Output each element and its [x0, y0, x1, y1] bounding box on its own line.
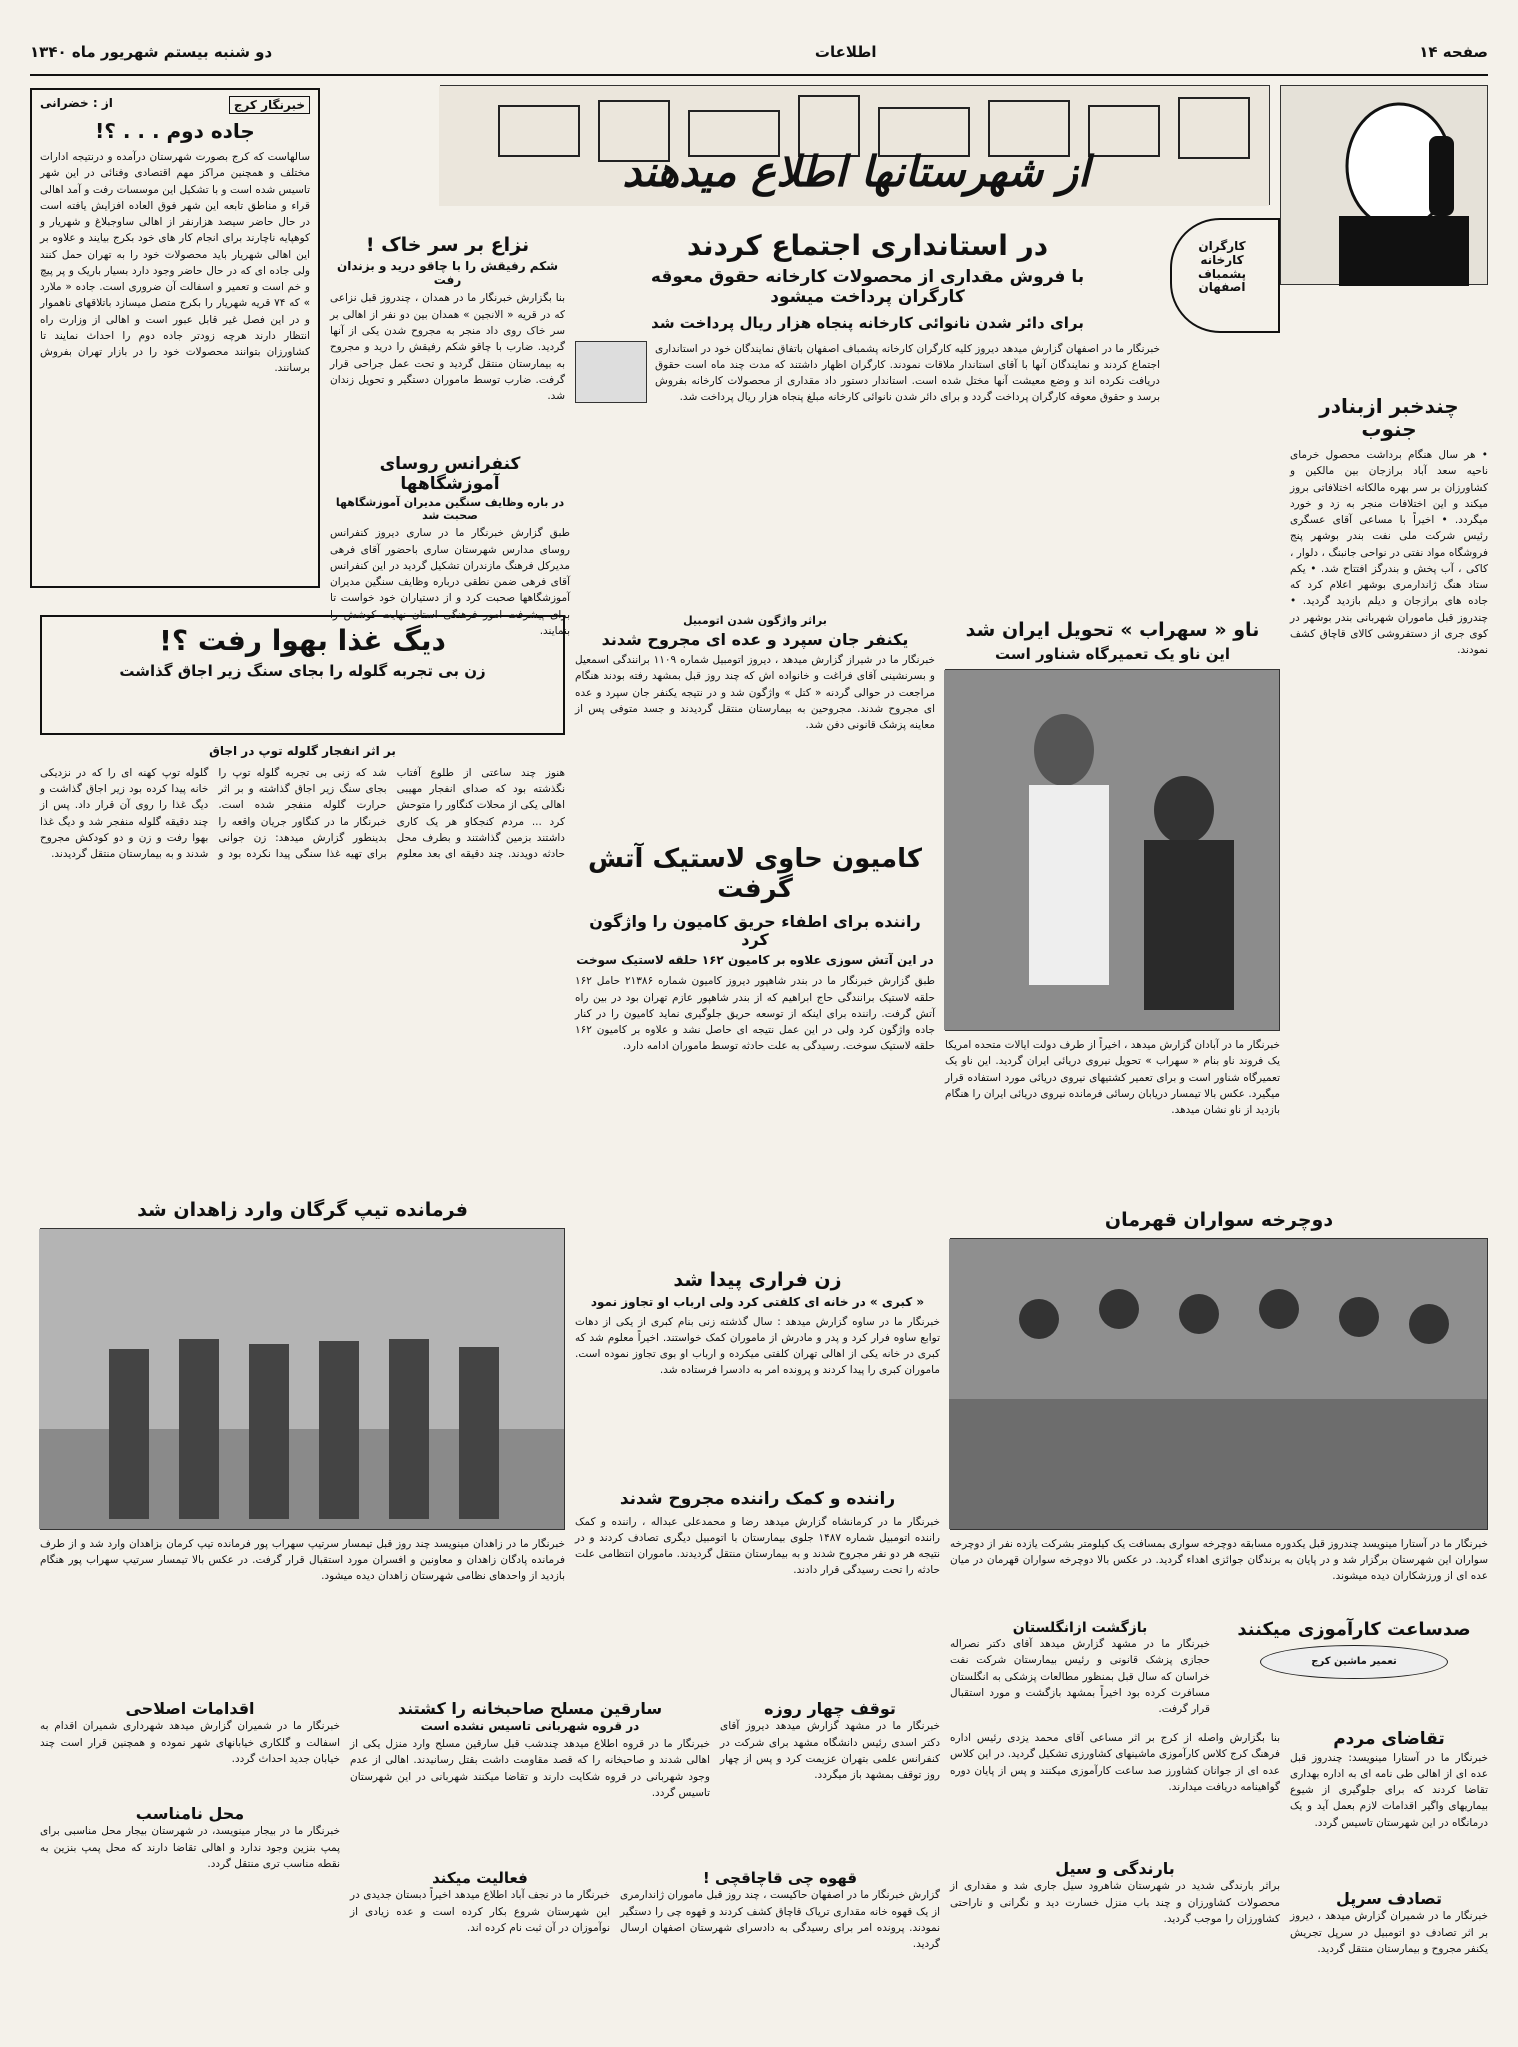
bazgasht-body: خبرنگار ما در مشهد گزارش میدهد آقای دکتر نصراله حجازی پزشک قانونی و رئیس بیمارستان شرکت نفت خراسان که سال قبل بمنظور مطالعات پزشکی به انگلستان مسافرت کرده بود اخیراً بمشهد بازگشت و مورد استقبال قرار گرفت. [950, 1638, 1210, 1716]
zan-headline: زن فراری پیدا شد [673, 1269, 842, 1291]
faaliyat-story [350, 1870, 610, 2000]
mahal-headline: محل نامناسب [135, 1804, 245, 1823]
ghahvechi-headline: قهوه چی قاچاقچی ! [702, 1869, 858, 1887]
khak-story [330, 235, 565, 450]
savar-headline: دوچرخه سواران قهرمان [1104, 1209, 1334, 1231]
ostandari-body: خبرنگار ما در اصفهان گزارش میدهد دیروز کلیه کارگران کارخانه پشمباف اصفهان باتفاق نمایندگان خود در استانداری اجتماع کردند و نمایندگان آنها با آقای استاندار ملاقات نمودند. کارگران اظهار داشتند که مدت چند ماه است حقوق دریافت نکرده اند و وضع معیشت آنها مختل شده است. استاندار دستور داد مقداری از محصولات کارخانه بفروش برسد و حقوق معوقه کارگران پرداخت گردد و برای دائر شدن نانوائی کارخانه مبلغ پنجاه هزار ریال پرداخت شد. [655, 342, 1160, 404]
khak-sub: شکم رفیقش را با چاقو درید و بزندان رفت [337, 258, 558, 287]
sedasaat-headline: صدساعت کارآموزی میکنند [1237, 1619, 1471, 1640]
kamion-story [575, 845, 935, 1265]
bandar-body: • هر سال هنگام برداشت محصول خرمای ناحیه سعد آباد برازجان بین مالکین و کشاورزان بر سر بهره مالکانه اختلافاتی بروز میکند و این اختلافات منجر به زد و خورد میگردد. • اخیراً با مساعی آقای عسگری رئیس شرکت ملی نفت بندر بوشهر پنج فروشگاه مواد نفتی در نواحی جانبنگ ، دلوار ، کاکی ، آب پخش و بندرگز افتتاح شد. • یکم ستاد هنگ ژاندارمری بوشهر اعلام کرد که جاده های برازجان و دیلم بازدید گردید. • چندروز قبل ماموران شهربانی بندر بوشهر در کوی جری از دستفروشی کالای قاچاق کشف نمودند. [1290, 449, 1488, 657]
ostandari-headline: در استانداری اجتماع کردند [686, 229, 1049, 262]
newspaper-name: اطلاعات [814, 43, 877, 61]
tasadof-headline: تصادف سرپل [1335, 1889, 1443, 1908]
phone-man-illustration [1280, 85, 1488, 285]
taghaza-body: خبرنگار ما در آستارا مینویسد: چندروز قبل عده ای از اهالی طی نامه ای به اداره بهداری تقاضا کردند که برای جلوگیری از شیوع بیماریهای واگیر اقدامات لازم بعمل آید و یک درمانگاه در این شهرستان تاسیس گردد. [1290, 1751, 1488, 1829]
diig-headline: دیگ غذا بهوا رفت ؟! [159, 624, 446, 657]
karaj-byline: از : خضرانی [40, 96, 113, 110]
banner-title: از شهرستانها اطلاع میدهند [622, 147, 1090, 196]
mahal-body: خبرنگار ما در بیجار مینویسد، در شهرستان بیجار محل مناسبی برای پمپ بنزین وجود ندارد و اهالی تقاضا دارند که محل پمپ بنزین به نقطه مناسب تری منتقل گردد. [40, 1825, 340, 1870]
barandegi-story [950, 1860, 1280, 2000]
kamion-sub2: در این آتش سوزی علاوه بر کامیون ۱۶۲ حلقه لاستیک سوخت [576, 952, 934, 967]
mahal-story [40, 1805, 340, 1925]
officers-lineup-photo-icon [39, 1229, 564, 1529]
bandar-headline: چندخبر ازبنادر جنوب [1319, 394, 1459, 441]
sohrab-headline: ناو « سهراب » تحویل ایران شد [965, 619, 1260, 641]
eslahi-headline: اقدامات اصلاحی [125, 1699, 255, 1718]
bazgasht-headline: بازگشت ازانگلستان [1012, 1620, 1148, 1636]
barandegi-headline: بارندگی و سیل [1055, 1859, 1175, 1878]
ostandari-emblem [575, 341, 647, 403]
cyclists-group-photo-icon [949, 1239, 1487, 1529]
page-number: صفحه ۱۴ [1419, 43, 1488, 61]
sohrab-caption: خبرنگار ما در آبادان گزارش میدهد ، اخیراً از طرف دولت ایالات متحده امریکا یک فروند ناو بنام « سهراب » تحویل نیروی دریائی ایران گردید. این ناو یک تعمیرگاه شناور است و برای تعمیر کشتیهای نیروی دریائی مورد استفاده قرار میگیرد. عکس بالا تیمسار دریابان رسائی فرمانده نیروی دریائی ایران را هنگام بازدید از ناو نشان میدهد. [945, 1039, 1280, 1117]
karaj-tag: خبرنگار کرج [229, 96, 310, 114]
sedasaat-body-col [950, 1730, 1280, 1850]
sedasaat-body: بنا بگزارش واصله از کرج بر اثر مساعی آقای محمد یزدی رئیس اداره فرهنگ کرج کلاس کارآموزی ماشینهای کشاورزی تشکیل گردید. در این کلاس عده ای از جوانان کشاورز صد ساعت کارآموزی میکنند و پس از پایان دوره گواهینامه دریافت میدارند. [950, 1732, 1280, 1793]
ghahvechi-body: گزارش خبرنگار ما در اصفهان حاکیست ، چند روز قبل ماموران ژاندارمری از یک قهوه خانه مقداری تریاک قاچاق کشف کردند و قهوه چی را دستگیر نمودند. پرونده امر برای رسیدگی به دادسرای شهرستان اصفهان ارسال گردید. [620, 1889, 940, 1951]
karaj-column [30, 88, 320, 588]
banner-illustration [440, 85, 1270, 205]
conference-headline: کنفرانس روسای آموزشگاهها [379, 454, 521, 494]
savar-story [950, 1210, 1488, 1610]
tipsar-photo [40, 1228, 565, 1530]
eslahi-story [40, 1700, 340, 1800]
diig-sub: زن بی تجربه گلوله را بجای سنگ زیر اجاق گذاشت [119, 662, 486, 681]
shiraz-tag: براثر واژگون شدن اتومبیل [683, 614, 827, 627]
diig-tag: بر اثر انفجار گلوله توپ در اجاق [209, 744, 396, 758]
zan-sub: « کبری » در خانه ای کلفتی کرد ولی ارباب او تجاوز نمود [590, 1294, 925, 1309]
diig-body: هنوز چند ساعتی از طلوع آفتاب نگذشته بود که صدای انفجار مهیبی اهالی یکی از محلات کنگاور را متوحش کرد ... مردم کنجکاو هر یک کاری داشتند بزمین گذاشتند و بطرف محل حادثه دویدند. چند دقیقه ای بعد معلوم شد که زنی بی تجربه گلوله توپ را بجای سنگ زیر اجاق گذاشته و بر اثر حرارت گلوله منفجر شده است. خبرنگار ما در کنگاور جریان واقعه را بدینطور گزارش میدهد: زن جوانی برای تهیه غذا سنگی پیدا نکرده بود و گلوله توپ کهنه ای را که در نزدیکی خانه پیدا کرده بود زیر اجاق گذاشت و دیگ غذا را روی آن قرار داد. پس از چند دقیقه گلوله منفجر شد و دیگ غذا بهوا رفت و زن و دو کودکش مجروح شدند و به بیمارستان منتقل گردیدند. [40, 766, 565, 861]
sareghin-body: خبرنگار ما در قروه اطلاع میدهد چندشب قبل سارقین مسلح وارد منزل یکی از اهالی شدند و صاحبخانه را که قصد مقاومت داشت بقتل رسانیدند. اهالی از عدم وجود شهربانی در قروه شکایت دارند و تقاضا میکنند شهربانی در این شهرستان تاسیس گردد. [350, 1738, 710, 1799]
savar-photo [950, 1238, 1488, 1530]
ruzeh-story [720, 1700, 940, 1850]
shiraz-headline: یکنفر جان سپرد و عده ای مجروح شدند [601, 629, 909, 649]
zan-body: خبرنگار ما در ساوه گزارش میدهد : سال گذشته زنی بنام کبری از یکی از دهات توابع ساوه فرار کرد و پدر و مادرش از ماموران کمک خواستند. اخیراً معلوم شد که کبری در خانه یکی از اهالی تهران کلفتی میکرده و ارباب او بوی تجاوز نموده است. ماموران کبری را پیدا کردند و پرونده امر به دادسرا فرستاده شد. [575, 1315, 940, 1377]
tasadof-body: خبرنگار ما در شمیران گزارش میدهد ، دیروز بر اثر تصادف دو اتومبیل در سرپل تجریش یکنفر مجروح و بیمارستان منتقل گردید. [1290, 1910, 1488, 1955]
sedasaat-badge: تعمیر ماشین کرج [1260, 1645, 1448, 1679]
karaj-title: جاده دوم . . . ؟! [95, 119, 255, 143]
khak-headline: نزاع بر سر خاک ! [365, 234, 530, 256]
ranandeh-headline: راننده و کمک راننده مجروح شدند [619, 1489, 896, 1509]
navy-officers-photo-icon [944, 670, 1279, 1030]
ostandari-sub: با فروش مقداری از محصولات کارخانه حقوق معوقه کارگران پرداخت میشود [650, 267, 1085, 307]
kamion-body: طبق گزارش خبرنگار ما در بندر شاهپور دیروز کامیون شماره ۲۱۳۸۶ حامل ۱۶۲ حلقه لاستیک برانندگی حاج ابراهیم که از بندر شاهپور عازم تهران بود در بین راه آتش گرفت. راننده برای اینکه از توسعه حریق جلوگیری نماید کامیون را در کنار جاده واژگون کرد ولی در این عمل نتیجه ای حاصل نشد و علاوه بر کامیون ۱۶۲ حلقه لاستیک سوخت. رسیدگی به علت حادثه توسط ماموران ادامه دارد. [575, 975, 935, 1053]
sohrab-sub: این ناو یک تعمیرگاه شناور است [994, 644, 1231, 663]
ruzeh-headline: توقف چهار روزه [764, 1699, 896, 1718]
conference-sub: در باره وظایف سنگین مدیران آموزشگاهها صحبت شد [335, 496, 565, 522]
diig-box [40, 615, 565, 735]
barandegi-body: براثر بارندگی شدید در شهرستان شاهرود سیل جاری شد و مقداری از محصولات کشاورزان و چند باب منزل خسارت دید و نگرانی و ناراحتی کشاورزان را موجب گردید. [950, 1880, 1280, 1925]
tipsar-caption: خبرنگار ما در زاهدان مینویسد چند روز قبل تیمسار سرتیپ سهراب پور فرمانده تیپ کرمان بزاهدان وارد شد و از طرف فرمانده پادگان زاهدان و معاونین و افسران مورد استقبال قرار گرفت. در عکس بالا تیمسار سرتیپ سهراب پور هنگام بازدید از واحدهای نظامی شهرستان زاهدان دیده میشود. [40, 1537, 565, 1583]
kamion-headline: کامیون حاوی لاستیک آتش گرفت [588, 844, 922, 904]
callout-text: کارگران کارخانه پشمباف اصفهان [1197, 239, 1247, 295]
ostandari-sub2: برای دائر شدن نانوائی کارخانه پنجاه هزار ریال پرداخت شد [651, 314, 1084, 333]
ruzeh-body: خبرنگار ما در مشهد گزارش میدهد دیروز آقای دکتر اسدی رئیس دانشگاه مشهد برای شرکت در کنفرانس علمی بتهران عزیمت کرد و پس از چهار روز توقف بمشهد باز میگردد. [720, 1720, 940, 1782]
faaliyat-body: خبرنگار ما در نجف آباد اطلاع میدهد اخیراً دبستان جدیدی در این شهرستان شروع بکار کرده است و عده زیادی از نوآموزان در آن ثبت نام کرده اند. [350, 1889, 610, 1934]
banner-callout [1170, 218, 1280, 333]
sareghin-sub: در قروه شهربانی تاسیس نشده است [420, 1719, 640, 1734]
sareghin-story [350, 1700, 710, 1860]
tasadof-story [1290, 1890, 1488, 2000]
conference-body: طبق گزارش خبرنگار ما در ساری دیروز کنفرانس روسای مدارس شهرستان ساری باحضور آقای فرهی مدیرکل فرهنگ مازندران تشکیل گردید در این کنفرانس آقای فرهی ضمن نطقی درباره وظایف سنگین مدیران آموزشگاهها صحبت کرد و از دستیاران خود خواست تا برای پیشرفت امور فرهنگی استان نهایت کوشش را بنمایند. [330, 527, 570, 637]
zan-story [575, 1270, 940, 1485]
sohrab-story [945, 620, 1280, 1200]
bandar-story [1290, 395, 1488, 1015]
tipsar-story [40, 1200, 565, 1620]
shiraz-body: خبرنگار ما در شیراز گزارش میدهد ، دیروز اتومبیل شماره ۱۱۰۹ برانندگی اسمعیل و بسرنشینی آقای فراغت و خانواده اش که چند روز قبل بمشهد رفته بودند هنگام مراجعت در حوالی گردنه « کتل » واژگون شد و در نتیجه یکنفر جان سپرد و عده ای مجروح شدند. مجروحین به بیمارستان منتقل گردیدند و جسد متوفی پس از معاینه پزشک قانونی دفن شد. [575, 654, 936, 732]
tipsar-headline: فرمانده تیپ گرگان وارد زاهدان شد [137, 1199, 468, 1221]
ranandeh-story [575, 1490, 940, 1690]
kamion-sub: راننده برای اطفاء حریق کامیون را واژگون کرد [589, 911, 921, 950]
sedasaat-story [1220, 1620, 1488, 1720]
ranandeh-body: خبرنگار ما در کرمانشاه گزارش میدهد رضا و محمدعلی عبداله ، راننده و کمک راننده اتومبیل شماره ۱۴۸۷ جلوی بیمارستان با اتومبیل دیگری تصادف کردند و در نتیجه هر دو نفر مجروح شدند و به بیمارستان منتقل گردیدند. ماموران انتظامی علت حادثه را تحت رسیدگی قرار دادند. [575, 1515, 941, 1577]
taghaza-headline: تقاضای مردم [1333, 1729, 1445, 1749]
shiraz-story [575, 615, 935, 835]
conference-story [330, 454, 570, 637]
diig-story [40, 745, 565, 1185]
karaj-body: سالهاست که کرج بصورت شهرستان درآمده و درنتیجه ادارات مختلف و همچنین مراکز مهم اقتصادی وفنائی در این شهر تاسیس شده است و با تشکیل این موسسات رفت و آمد اهالی قراء و مناطق تابعه این شهر فوق العاده افزایش یافته است در حال حاضر سیصد هزارنفر از اهالی ساوجبلاغ و شهریار و کوهپایه ناچارند برای انجام کار های خود بکرج بیایند و علاوه بر این اهالی شهریار باید محصولات خود را به تهران حمل کنند ولی جاده ای که در حال حاضر وجود دارد بسیار باریک و پر پیچ و خم است و تعمیر و اسفالت آن ضروری است. جاده « ملارد » که ۷۴ قریه شهریار را بکرج متصل میسازد باتلاقهای ناهموار و در این فصل غیر قابل عبور است و اهالی از وزارت راه انتظار دارند هرچه زودتر جاده دوم را احداث نمایند تا کشاورزان بتوانند محصولات خود را در بازار تهران بفروش برسانند. [40, 151, 310, 375]
savar-caption: خبرنگار ما در آستارا مینویسد چندروز قبل یکدوره مسابقه دوچرخه سواری بمسافت یک کیلومتر بشرکت یازده نفر از دوچرخه سواران این شهرستان برگزار شد و در پایان به برندگان جوائزی اهداء گردید. در عکس بالا دوچرخه سواران قهرمان در میان عده ای از ورزشکاران دیده میشوند. [950, 1537, 1488, 1583]
ghahvechi-story [620, 1870, 940, 2000]
page-header [30, 30, 1488, 76]
khak-body: بنا بگزارش خبرنگار ما در همدان ، چندروز قبل نزاعی که در قریه « الانجین » همدان بین دو نفر از اهالی بر سر خاک روی داد منجر به مجروح شدن یکی از آنها گردید. ضارب با چاقو شکم رفیقش را درید و مجروح به بیمارستان منتقل گردید و تحت عمل جراحی قرار گرفت. ضارب توسط ماموران دستگیر و تحویل زندان شد. [330, 292, 565, 403]
bazgasht-story [950, 1620, 1210, 1715]
eslahi-body: خبرنگار ما در شمیران گزارش میدهد شهرداری شمیران اقدام به اسفالت و گلکاری خیابانهای شهر نموده و همچنین قرار است چند خیابان جدید احداث گردد. [40, 1720, 340, 1765]
sohrab-photo [945, 669, 1280, 1031]
sareghin-headline: سارقین مسلح صاحبخانه را کشتند [397, 1699, 663, 1718]
ostandari-story [575, 230, 1160, 610]
faaliyat-headline: فعالیت میکند [432, 1869, 528, 1887]
man-on-phone-icon [1279, 86, 1487, 286]
issue-date: دو شنبه بیستم شهریور ماه ۱۳۴۰ [30, 43, 273, 61]
taghaza-story [1290, 1730, 1488, 1880]
